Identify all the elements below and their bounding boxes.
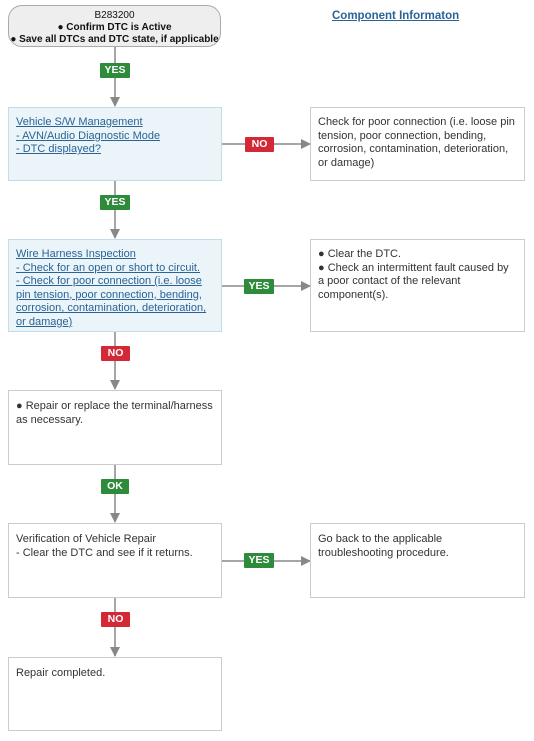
dtc-code: B283200 [94,10,135,21]
step-sw-management [8,107,222,181]
check-open-short-link[interactable]: - Check for an open or short to circuit. [16,261,201,274]
component-information-link[interactable]: Component Informaton [332,10,460,22]
check-poor-connection-link[interactable]: - Check for poor connection (i.e. loose pin tension, poor connection, bending, corrosion, contamination, deterioration, or damage) [16,275,207,328]
yes-badge-verification: YES [244,553,274,568]
ok-badge-repair: OK [101,479,129,494]
yes-badge-sw: YES [100,195,130,210]
step-repair-completed [8,657,222,731]
start-node [8,5,221,47]
step-poor-connection [310,107,525,181]
yes-badge-harness: YES [244,279,274,294]
start-line-save: ● Save all DTCs and DTC state, if applicable [10,34,219,45]
sw-management-title-link[interactable]: Vehicle S/W Management [16,116,143,128]
yes-badge-start: YES [100,63,130,78]
intermittent-fault-text: ● Check an intermittent fault caused by a poor contact of the relevant component(s). [318,261,509,301]
repair-completed-text: Repair completed. [16,667,106,679]
no-badge-verification: NO [101,612,130,627]
no-badge-sw: NO [245,137,274,152]
wire-harness-title-link[interactable]: Wire Harness Inspection [16,248,136,260]
step-verification [8,523,222,598]
step-go-back [310,523,525,598]
poor-connection-text: Check for poor connection (i.e. loose pin tension, poor connection, bending, corrosion, contamination, deterioration, or damage) [318,116,515,169]
clear-dtc-text: ● Clear the DTC. [318,248,402,260]
start-line-confirm: ● Confirm DTC is Active [57,22,172,33]
step-repair-replace [8,390,222,465]
verification-instruction: - Clear the DTC and see if it returns. [16,546,193,559]
dtc-displayed-link[interactable]: - DTC displayed? [16,143,101,155]
go-back-text: Go back to the applicable troubleshooting procedure. [318,533,449,559]
avn-diagnostic-mode-link[interactable]: - AVN/Audio Diagnostic Mode [16,129,161,142]
step-wire-harness [8,239,222,332]
no-badge-harness: NO [101,346,130,361]
verification-title: Verification of Vehicle Repair [16,533,157,545]
step-clear-dtc [310,239,525,332]
repair-replace-text: ● Repair or replace the terminal/harness as necessary. [16,400,213,426]
